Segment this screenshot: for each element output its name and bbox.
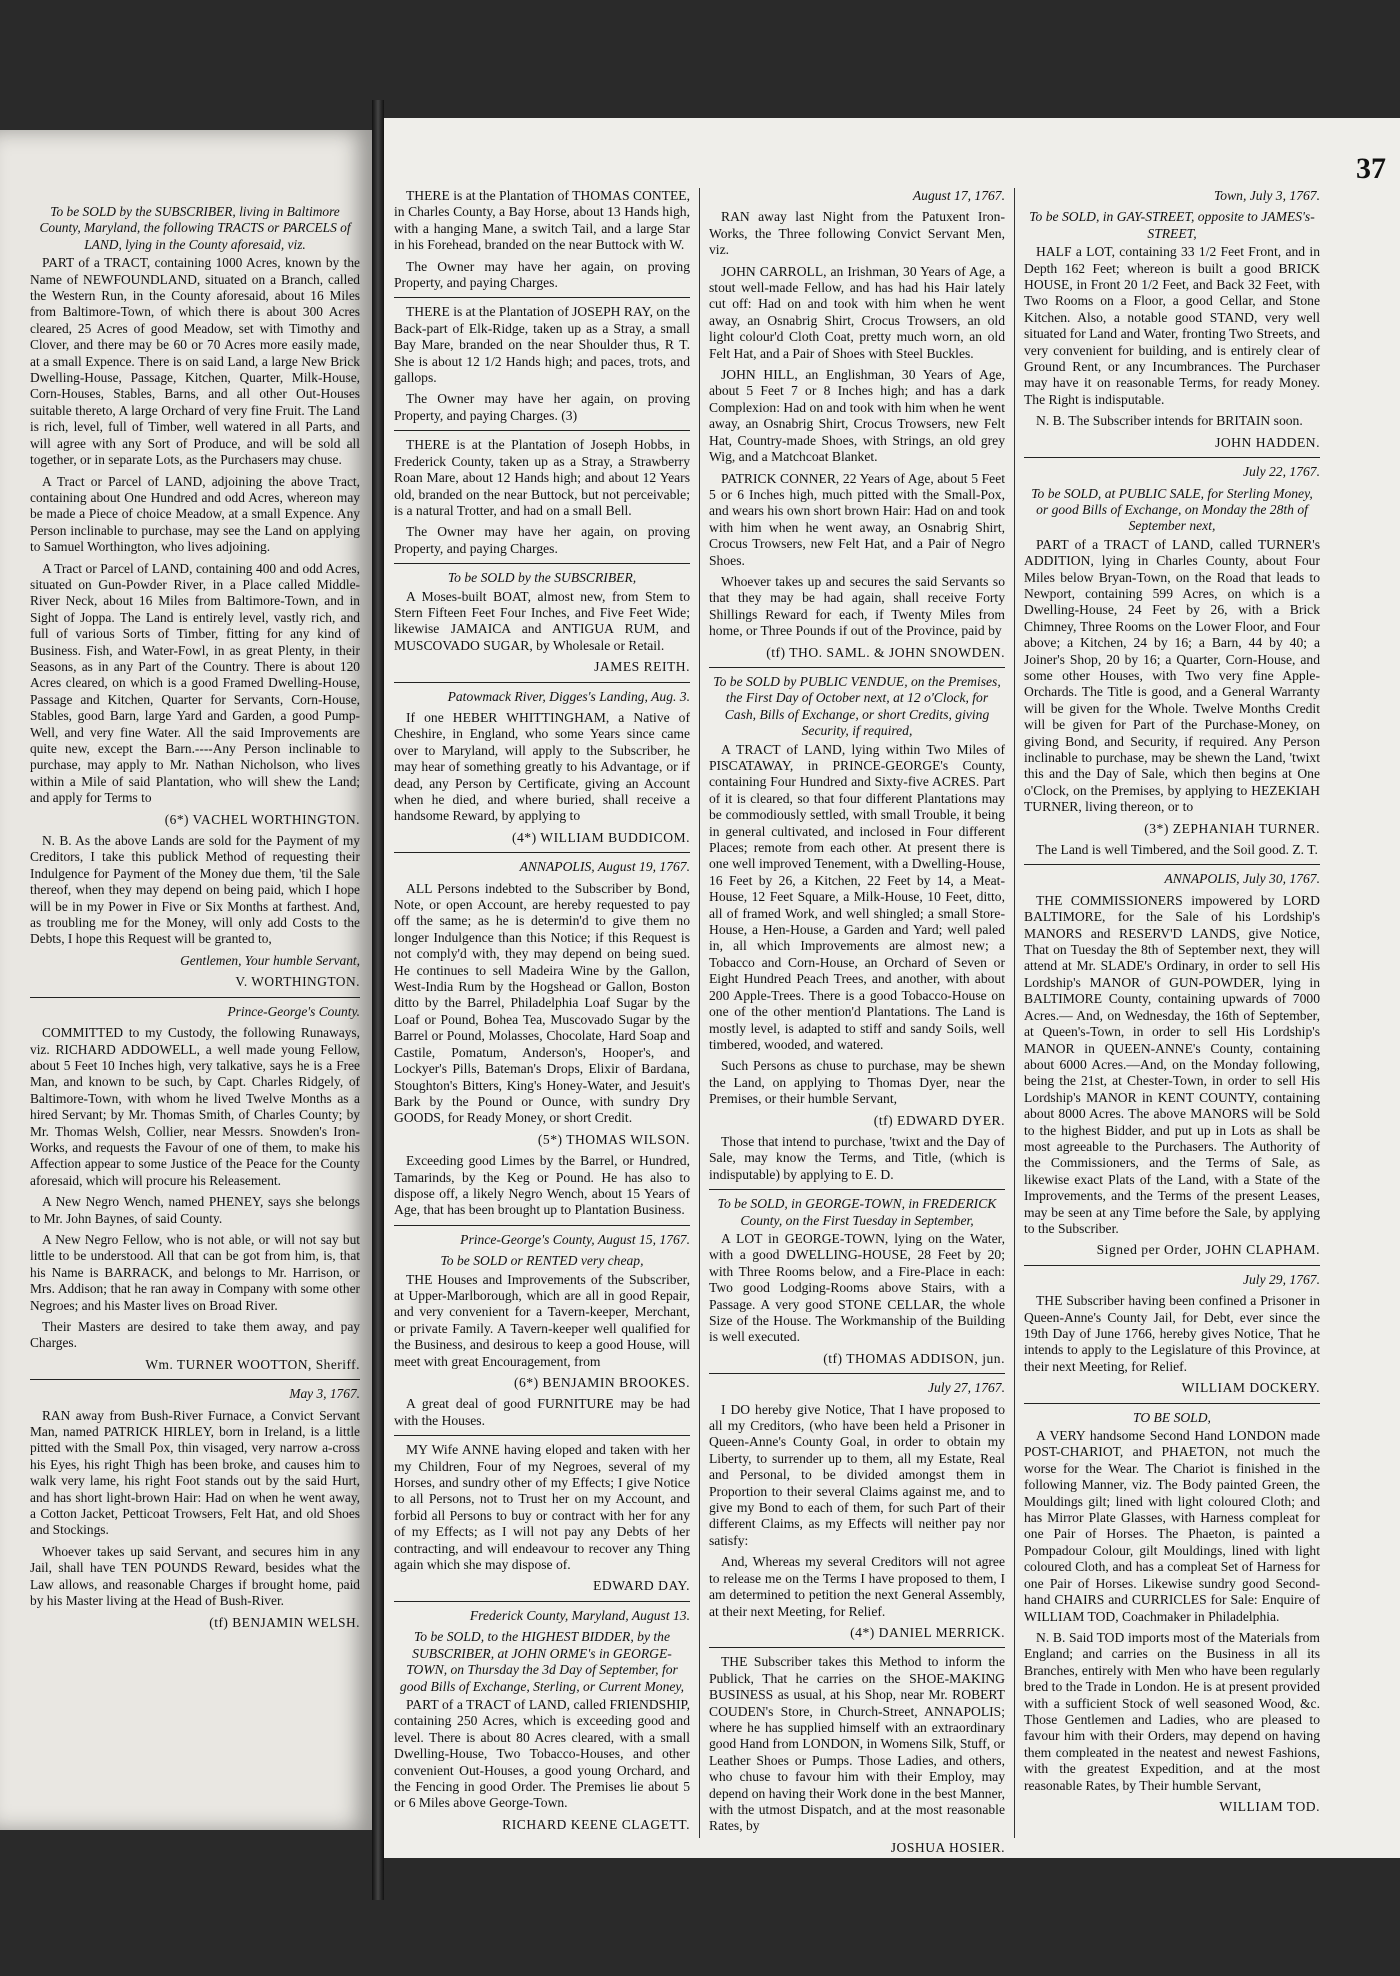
notice-closing: Gentlemen, Your humble Servant, <box>180 952 360 968</box>
notice-signature: (tf) THO. SAML. & JOHN SNOWDEN. <box>766 644 1005 660</box>
notice-paragraph: PART of a TRACT, containing 1000 Acres, known by the Name of NEWFOUNDLAND, situated on a Branch, called the Western Run, in the County aforesaid, about 16 Miles from Baltimore-Town, of which there is about 300 Acres cleared, 25 Acres of good Meadow, set with Timothy and Clover, and there may be 60 or 70 Acres more easily made, at a small Expence. There is on said Land, a large New Brick Dwelling-House, Passage, Kitchen, Quarter, Milk-House, Corn-Houses, Stables, Barns, and all other Out-Houses suitable thereto, A large Orchard of very fine Fruit. The Land is rich, level, full of Timber, well watered in all Parts, and will agree with any Sort of Produce, and will be sold all together, or in separate Lots, as the Purchasers may chuse. <box>30 255 360 468</box>
section-rule <box>1024 1265 1320 1266</box>
notice-paragraph: Whoever takes up and secures the said Servants so that they may be had again, shall receive Forty Shillings Reward for each, if Twenty Miles from home, or Three Pounds if out of the Province, paid by <box>709 573 1005 639</box>
notice-paragraph: THE Subscriber takes this Method to inform the Publick, That he carries on the SHOE-MAKING BUSINESS as usual, at his Shop, near Mr. ROBERT COUDEN's Store, in Church-Street, ANNAPOLIS; where he has supplied himself with an extraordinary good Hand from LONDON, in Womens Silk, Stuff, or Leather Shoes or Pumps. Those Ladies, and others, who chuse to favour him with their Employ, may depend on having their Work done in the best Manner, with the utmost Dispatch, and at the most reasonable Rates, by <box>709 1654 1005 1834</box>
notice-paragraph: THE COMMISSIONERS impowered by LORD BALTIMORE, for the Sale of his Lordship's MANORS and RESERV'D LANDS, give Notice, That on Tuesday the 8th of September next, they will attend at Mr. SLADE's Ordinary, in order to sell His Lordship's MANOR of GUN-POWDER, lying in BALTIMORE County, containing upwards of 7000 Acres.— And, on Wednesday, the 16th of September, at Queen's-Town, in order to sell His Lordship's MANOR in QUEEN-ANNE's County, containing about 6000 Acres.—And, on the Monday following, being the 21st, at Chester-Town, in order to sell His Lordship's MANOR in KENT COUNTY, containing about 8000 Acres. The above MANORS will be Sold to the highest Bidder, and put up in Lots as shall be most agreeable to the Purchasers. The Authority of the Commissioners, and the Terms of Sale, as likewise exact Plats of the Land, with a State of the Improvements, and the Terms of the present Leases, may be seen at any Time before the Sale, by applying to the Subscriber. <box>1024 892 1320 1236</box>
notice-paragraph: N. B. The Subscriber intends for BRITAIN soon. <box>1036 413 1303 429</box>
notice-paragraph: JOHN HILL, an Englishman, 30 Years of Age, about 5 Feet 7 or 8 Inches high; and has a dark Complexion: Had on and took with him when he went away, an Osnabrig Shirt, Crocus Trowsers, new Felt Hat, Country-made Shoes, with Strings, an old grey Wig, and a Matchcoat Blanket. <box>709 367 1005 465</box>
notice-dateline: Town, July 3, 1767. <box>1214 188 1320 203</box>
notice-paragraph: PART of a TRACT of LAND, called TURNER's ADDITION, lying in Charles County, about Four Miles below Bryan-Town, on the Road that leads to Newport, containing 599 Acres, on which is a Dwelling-House, 24 Feet by 26, with a Brick Chimney, Three Rooms on the Lower Floor, and Four above; a Kitchen, 24 by 16; a Barn, 44 by 40; a Joiner's Shop, 20 by 16; a Quarter, Corn-House, and some other Houses, with Two very fine Apple-Orchards. The Title is good, and a General Warranty will be given for the Whole. Twelve Months Credit will be given for Part of the Purchase-Money, on giving Bond, and Security, if required. Any Person inclinable to purchase, may be shewn the Land, 'twixt this and the Day of Sale, which then begins at One o'Clock, on the Premises, by applying to HEZEKIAH TURNER, living thereon, or to <box>1024 536 1320 815</box>
notice-signature: WILLIAM TOD. <box>1219 1798 1320 1814</box>
section-rule <box>709 667 1005 668</box>
notice-paragraph: COMMITTED to my Custody, the following Runaways, viz. RICHARD ADDOWELL, a well made young Fellow, about 5 Feet 10 Inches high, very talkative, says he is a Free Man, and known to be such, by Capt. Charles Ridgely, of Baltimore-Town, with whom he lived Twelve Months as a hired Servant; by Mr. Thomas Smith, of Charles County; by Mr. Thomas Welsh, Collier, near Messrs. Snowden's Iron-Works, and requests the Favour of one of them, to make his Affection appear to some Justice of the Peace for the County aforesaid, which will procure his Releasement. <box>30 1025 360 1188</box>
notice-dateline: July 29, 1767. <box>1242 1271 1320 1287</box>
notice-signature: WILLIAM DOCKERY. <box>1181 1380 1320 1396</box>
notice-paragraph: THERE is at the Plantation of JOSEPH RAY, on the Back-part of Elk-Ridge, taken up as a Stray, a small Bay Mare, branded on the near Shoulder thus, R T. She is about 12 1/2 Hands high; and paces, trots, and gallops. <box>394 304 690 386</box>
section-rule <box>709 1189 1005 1190</box>
page-number: 37 <box>1356 152 1386 185</box>
notice-dateline: ANNAPOLIS, July 30, 1767. <box>1164 871 1320 887</box>
section-rule <box>709 1373 1005 1374</box>
notice-paragraph: Those that intend to purchase, 'twixt and the Day of Sale, may know the Terms, and Title, (which is indisputable) by applying to E. D. <box>709 1133 1005 1182</box>
section-rule <box>394 563 690 564</box>
notice-signature: V. WORTHINGTON. <box>235 974 360 990</box>
section-rule <box>1024 864 1320 865</box>
section-rule <box>30 997 360 998</box>
notice-dateline: August 17, 1767. <box>912 188 1005 203</box>
notice-signature: (5*) THOMAS WILSON. <box>537 1131 690 1147</box>
notice-signature: EDWARD DAY. <box>593 1578 690 1594</box>
notice-paragraph: If one HEBER WHITTINGHAM, a Native of Cheshire, in England, who some Years since came over to Maryland, will apply to the Subscriber, he may hear of something greatly to his Advantage, or if dead, any Person by Certificate, giving an Account when he died, and where buried, shall receive a handsome Reward, by applying to <box>394 709 690 824</box>
notice-signature: RICHARD KEENE CLAGETT. <box>502 1816 690 1832</box>
section-rule <box>394 297 690 298</box>
notice-paragraph: A New Negro Fellow, who is not able, or will not say but little to be understood. All that can be got from him, is, that his Name is BARRACK, and belongs to Mr. Harrison, or Mrs. Addison; that he ran away in Company with some other Negroes; and his Master lives on Broad River. <box>30 1231 360 1313</box>
column-4 <box>1024 188 1320 1820</box>
right-page <box>384 118 1400 1858</box>
notice-paragraph: THE Subscriber having been confined a Prisoner in Queen-Anne's County Jail, for Debt, ever since the 19th Day of June 1766, hereby gives Notice, That he intends to apply to the Legislature of this Province, at their next Meeting, for Relief. <box>1024 1293 1320 1374</box>
column-divider <box>1014 188 1015 1838</box>
book-gutter <box>372 100 384 1900</box>
notice-heading: To be SOLD, to the HIGHEST BIDDER, by the SUBSCRIBER, at JOHN ORME's in GEORGE-TOWN, on Thursday the 3d Day of September, for good Bills of Exchange, Sterling, or Current Money, <box>399 1629 685 1694</box>
notice-paragraph: ALL Persons indebted to the Subscriber by Bond, Note, or open Account, are hereby requested to pay off the same; as he is determin'd to give them no longer Indulgence than this Notice; if this Request is not comply'd with, they may depend on being sued. He continues to sell Madeira Wine by the Gallon, West-India Rum by the Hogshead or Gallon, Boston ditto by the Barrel, Philadelphia Loaf Sugar by the Loaf or Pound, Bohea Tea, Muscovado Sugar by the Barrel or Pound, Molasses, Chocolate, Hard Soap and Castile, Pomatum, Anderson's, Hooper's, and Lockyer's Pills, Bateman's Drops, Elixir of Bardana, Stoughton's Bitters, King's Honey-Water, and Jesuit's Bark by the Pound or Ounce, with sundry Dry GOODS, for Ready Money, or short Credit. <box>394 880 690 1126</box>
notice-paragraph: A TRACT of LAND, lying within Two Miles of PISCATAWAY, in PRINCE-GEORGE's County, containing Four Hundred and Sixty-five ACRES. Part of it is cleared, so that four different Plantations may be commodiously settled, with small Trouble, it being in general cultivated, and inclosed in Four different Places; remote from each other. At present there is one well improved Tenement, with a Dwelling-House, 16 Feet by 26, a Kitchen, 22 Feet by 14, a Meat-House, 12 Feet Square, a Milk-House, 10 Feet, ditto, all of framed Work, and well shingled; a small Store-House, a Hen-House, a Garden and Yard; well paled in, all which Improvements are almost new; a Tobacco and Corn-House, an Orchard of Seven or Eight Hundred Peach Trees, and another, with about 200 Apple-Trees. There is a good Tobacco-House on one of the other mention'd Plantations. The Land is mostly level, is adapted to stiff and sandy Soils, well timbered, wooded, and watered. <box>709 741 1005 1052</box>
notice-paragraph: The Owner may have her again, on proving Property, and paying Charges. (3) <box>394 391 690 423</box>
notice-dateline: Patowmack River, Digges's Landing, Aug. 3. <box>447 688 690 704</box>
notice-heading: To be SOLD, in GEORGE-TOWN, in FREDERICK County, on the First Tuesday in September, <box>717 1196 997 1228</box>
notice-paragraph: The Owner may have her again, on proving Property, and paying Charges. <box>394 524 690 556</box>
notice-paragraph: JOHN CARROLL, an Irishman, 30 Years of Age, a stout well-made Fellow, and has had his Hair lately cut off: Had on and took with him when he went away, an Osnabrig Shirt, Crocus Trowsers, an old light colour'd Cloth Coat, pretty much worn, an old Felt Hat, and a Pair of Shoes with Steel Buckles. <box>709 263 1005 361</box>
section-rule <box>1024 1403 1320 1404</box>
notice-signature: JOHN HADDEN. <box>1215 434 1320 450</box>
notice-signature: (6*) BENJAMIN BROOKES. <box>513 1375 690 1390</box>
left-page <box>0 130 372 1830</box>
notice-dateline: July 27, 1767. <box>927 1380 1005 1396</box>
notice-paragraph: N. B. Said TOD imports most of the Materials from England; and carries on the Business in all its Branches, entirely with Men who have been regularly bred to the Trade in London. He is at present provided with a sufficient Stock of well seasoned Wood, &c. Those Gentlemen and Ladies, who are pleased to favour him with their Orders, may depend on having them compleated in the neatest and newest Fashions, with the greatest Expedition, and at the most reasonable Rates, by Their humble Servant, <box>1024 1629 1320 1793</box>
notice-paragraph: RAN away last Night from the Patuxent Iron-Works, the Three following Convict Servant Men, viz. <box>709 209 1005 258</box>
notice-dateline: Prince-George's County. <box>227 1003 360 1019</box>
section-rule <box>394 1601 690 1602</box>
section-rule <box>394 430 690 431</box>
notice-paragraph: A New Negro Wench, named PHENEY, says she belongs to Mr. John Baynes, of said County. <box>30 1194 360 1226</box>
notice-dateline: July 22, 1767. <box>1242 464 1320 480</box>
notice-signature: Signed per Order, JOHN CLAPHAM. <box>1096 1242 1320 1258</box>
notice-paragraph: And, Whereas my several Creditors will not agree to release me on the Terms I have proposed to them, I am determined to petition the next General Assembly, at their next Meeting, for Relief. <box>709 1554 1005 1619</box>
notice-signature: JOSHUA HOSIER. <box>890 1839 1005 1855</box>
column-divider <box>699 188 700 1838</box>
section-rule <box>30 1379 360 1380</box>
notice-paragraph: HALF a LOT, containing 33 1/2 Feet Front, and in Depth 162 Feet; whereon is built a good BRICK HOUSE, in Front 20 1/2 Feet, and Back 32 Feet, with Two Rooms on a Floor, a good Cellar, and Stone Kitchen. Also, a notable good STAND, very well situated for Land and Water, fronting Two Streets, and very convenient for building, and is entirely clear of Ground Rent, or any Incumbrances. The Purchaser may have it on reasonable Terms, for ready Money. The Right is indisputable. <box>1024 244 1320 407</box>
notice-dateline: ANNAPOLIS, August 19, 1767. <box>519 859 690 875</box>
notice-heading: TO BE SOLD, <box>1133 1409 1211 1425</box>
section-rule <box>394 852 690 853</box>
section-rule <box>709 1647 1005 1648</box>
notice-paragraph: THE Houses and Improvements of the Subscriber, at Upper-Marlborough, which are all in good Repair, and very convenient for a Tavern-keeper, Merchant, or private Family. A Tavern-keeper well qualified for the Business, and desirous to keep a good House, will meet with great Encouragement, from <box>394 1271 690 1369</box>
notice-paragraph: Their Masters are desired to take them away, and pay Charges. <box>30 1319 360 1351</box>
notice-signature: (tf) BENJAMIN WELSH. <box>209 1614 360 1630</box>
notice-paragraph: RAN away from Bush-River Furnace, a Convict Servant Man, named PATRICK HIRLEY, born in Ireland, is a little pitted with the Small Pox, thin visaged, very narrow a-cross his Eyes, his right Thigh has been broke, and causes him to walk very lame, his right Foot stands out by the said Hurt, and has short light-brown Hair: Had on when he went away, a Cotton Jacket, Petticoat Trowsers, Felt Hat, and old Shoes and Stockings. <box>30 1407 360 1538</box>
notice-paragraph: The Land is well Timbered, and the Soil good. Z. T. <box>1036 842 1318 858</box>
notice-signature: JAMES REITH. <box>594 659 690 675</box>
notice-paragraph: MY Wife ANNE having eloped and taken with her my Children, Four of my Negroes, several of my Horses, and sundry other of my Effects; I give Notice to all Persons, not to Trust her on my Account, and forbid all Persons to buy or contract with her for any of my Effects; as I will not pay any Debts of her contracting, and will endeavour to recover any Thing again which she may dispose of. <box>394 1442 690 1573</box>
notice-paragraph: Exceeding good Limes by the Barrel, or Hundred, Tamarinds, by the Keg or Pound. He has also to dispose off, a likely Negro Wench, about 15 Years of Age, that has been brought up to Plantation Business. <box>394 1153 690 1218</box>
notice-dateline: Frederick County, Maryland, August 13. <box>469 1607 690 1623</box>
notice-signature: (3*) ZEPHANIAH TURNER. <box>1144 820 1320 836</box>
notice-paragraph: PART of a TRACT of LAND, called FRIENDSHIP, containing 250 Acres, which is exceeding good and level. There is about 80 Acres cleared, with a small Dwelling-House, Two Tobacco-Houses, and other convenient Out-Houses, a good young Orchard, and the Fencing in good Order. The Premises lie about 5 or 6 Miles above George-Town. <box>394 1696 690 1811</box>
notice-signature: Wm. TURNER WOOTTON, Sheriff. <box>145 1356 360 1372</box>
left-column <box>30 200 360 1636</box>
notice-paragraph: PATRICK CONNER, 22 Years of Age, about 5 Feet 5 or 6 Inches high, much pitted with the Small-Pox, and wears his own short brown Hair: Had on and took with him when he went away, an Osnabrig Shirt, Crocus Trowsers, new Felt Hat, and a Pair of Negro Shoes. <box>709 470 1005 568</box>
section-rule <box>1024 457 1320 458</box>
section-rule <box>394 682 690 683</box>
notice-signature: (4*) DANIEL MERRICK. <box>850 1624 1005 1640</box>
notice-heading: To be SOLD by the SUBSCRIBER, living in Baltimore County, Maryland, the following TRACTS or PARCELS of LAND, lying in the County aforesaid, viz. <box>39 204 351 252</box>
notice-paragraph: Whoever takes up said Servant, and secures him in any Jail, shall have TEN POUNDS Reward, besides what the Law allows, and reasonable Charges if brought home, paid by his Master living at the Head of Bush-River. <box>30 1543 360 1609</box>
notice-paragraph: The Owner may have her again, on proving Property, and paying Charges. <box>394 258 690 291</box>
notice-paragraph: N. B. As the above Lands are sold for the Payment of my Creditors, I take this publick Method of requesting their Indulgence for Payment of the Money due them, 'til the Sale thereof, when they may depend on being paid, which I hope will be in my Power in Five or Six Months at farthest. And, as troubling me for the Money, will only add Costs to the Debts, I hope this Request will be granted to, <box>30 833 360 947</box>
notice-signature: (4*) WILLIAM BUDDICOM. <box>511 829 690 845</box>
notice-heading: To be SOLD or RENTED very cheap, <box>440 1253 644 1269</box>
notice-paragraph: A Moses-built BOAT, almost new, from Stem to Stern Fifteen Feet Four Inches, and Five Feet Wide; likewise JAMAICA and ANTIGUA RUM, and MUSCOVADO SUGAR, by Wholesale or Retail. <box>394 588 690 653</box>
notice-paragraph: A great deal of good FURNITURE may be had with the Houses. <box>394 1396 690 1428</box>
notice-dateline: May 3, 1767. <box>289 1386 360 1402</box>
notice-paragraph: A Tract or Parcel of LAND, adjoining the above Tract, containing about One Hundred and odd Acres, whereon may be made a Piece of choice Meadow, at a small Expence. Any Person inclinable to purchase, may see the Land on applying to Samuel Worthington, who lives adjoining. <box>30 473 360 555</box>
notice-heading: To be SOLD, in GAY-STREET, opposite to JAMES's-STREET, <box>1029 209 1315 241</box>
notice-heading: To be SOLD by PUBLIC VENDUE, on the Premises, the First Day of October next, at 12 o'Clock, for Cash, Bills of Exchange, or short Credits, giving Security, if required, <box>713 673 1001 739</box>
notice-signature: (6*) VACHEL WORTHINGTON. <box>164 811 360 827</box>
notice-paragraph: A VERY handsome Second Hand LONDON made POST-CHARIOT, and PHAETON, not much the worse for the Wear. The Chariot is finished in the following Manner, viz. The Body painted Green, the Mouldings gilt; lined with light coloured Cloth; and has Mirror Plate Glasses, with Harness compleat for one Pair of Horses. The Phaeton, is painted a Pompadour Colour, gilt Mouldings, lined with light coloured Cloth, and has a compleat Set of Harness for one Pair of Horses. Likewise sundry good Second-hand CHAIRS and CURRICLES for Sale: Enquire of WILLIAM TOD, Coachmaker in Philadelphia. <box>1024 1428 1320 1624</box>
column-2 <box>394 188 690 1838</box>
notice-paragraph: A Tract or Parcel of LAND, containing 400 and odd Acres, situated on Gun-Powder River, in a Place called Middle-River Neck, about 16 Miles from Baltimore-Town, and in Sight of Joppa. The Land is entirely level, vastly rich, and full of various Sorts of Timber, fitting for any kind of Business. Fish, and Water-Fowl, in as great Plenty, in their Seasons, as in any Part of the Country. There is about 120 Acres cleared, on which is a good Framed Dwelling-House, Passage and Kitchen, Quarter for Servants, Corn-House, Stables, good Barn, large Yard and Garden, a good Pump-Well, and very fine Water. All the said Improvements are quite new, except the Barn.----Any Person inclinable to purchase, may apply to Mr. Nathan Nicholson, who lives within a Mile of said Plantation, who will shew the Land; and apply for Terms to <box>30 560 360 806</box>
notice-heading: To be SOLD by the SUBSCRIBER, <box>447 570 637 586</box>
notice-paragraph: THERE is at the Plantation of Joseph Hobbs, in Frederick County, taken up as a Stray, a Strawberry Roan Mare, about 12 Hands high; and about 12 Years old, branded on the near Buttock, but not perceivable; is a natural Trotter, and had on a small Bell. <box>394 437 690 518</box>
notice-dateline: Prince-George's County, August 15, 1767. <box>460 1231 690 1247</box>
notice-paragraph: THERE is at the Plantation of THOMAS CONTEE, in Charles County, a Bay Horse, about 13 Hands high, with a hanging Mane, a switch Tail, and a large Star in his Forehead, branded on the near Buttock with W. <box>394 188 690 253</box>
section-rule <box>394 1225 690 1226</box>
notice-paragraph: A LOT in GEORGE-TOWN, lying on the Water, with a good DWELLING-HOUSE, 28 Feet by 20; with Three Rooms below, and a Fire-Place in each: Two good Lodging-Rooms above Stairs, with a Passage. A very good STONE CELLAR, the whole Size of the House. The Workmanship of the Building is well executed. <box>709 1230 1005 1345</box>
notice-heading: To be SOLD, at PUBLIC SALE, for Sterling Money, or good Bills of Exchange, on Monday the 28th of September next, <box>1031 485 1313 534</box>
column-3 <box>709 188 1005 1858</box>
notice-paragraph: Such Persons as chuse to purchase, may be shewn the Land, on applying to Thomas Dyer, near the Premises, or their humble Servant, <box>709 1058 1005 1107</box>
notice-paragraph: I DO hereby give Notice, That I have proposed to all my Creditors, (who have been held a Prisoner in Queen-Anne's County Goal, in order to obtain my Liberty, to surrender up to them, all my Estate, Real and Personal, to be divided amongst them in Proportion to their several Claims against me, and to give my Bond to each of them, for such Part of their different Claims, as my Effects will neither pay nor satisfy: <box>709 1401 1005 1548</box>
notice-signature: (tf) EDWARD DYER. <box>873 1112 1005 1128</box>
section-rule <box>394 1435 690 1436</box>
notice-signature: (tf) THOMAS ADDISON, jun. <box>823 1350 1005 1366</box>
